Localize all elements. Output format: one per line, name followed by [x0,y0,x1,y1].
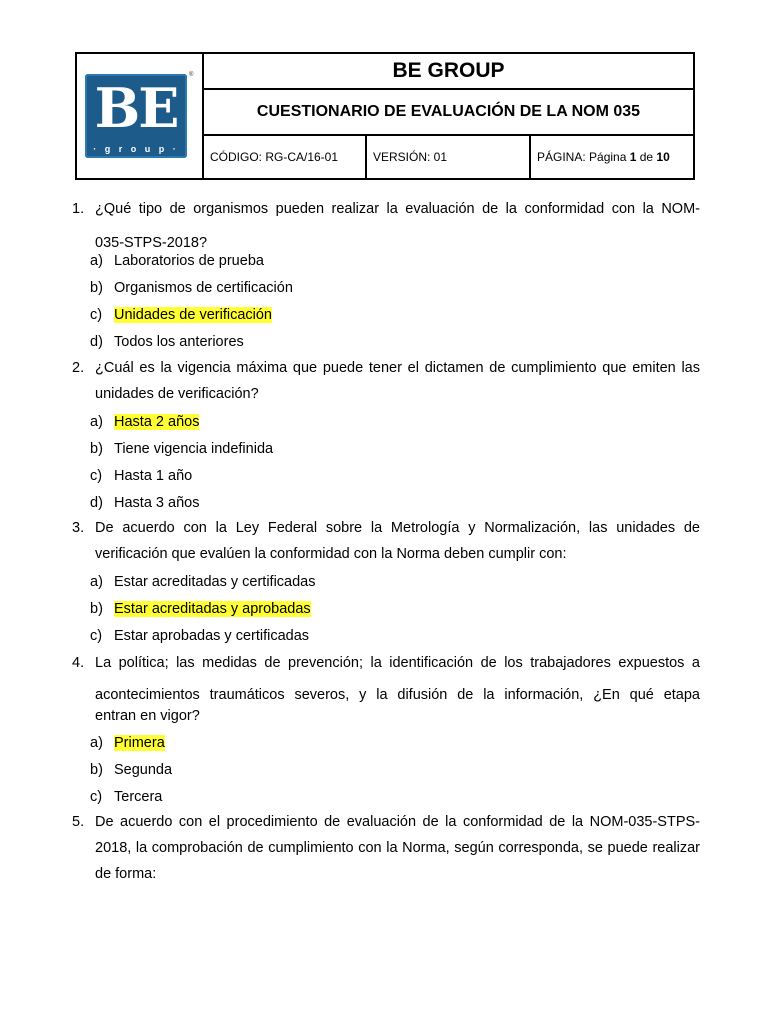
page-current: 1 [629,150,637,164]
question-3-option-c [90,626,309,646]
question-1-option-a [90,251,264,271]
question-4-option-a [90,733,165,753]
option-text: Segunda [114,762,173,778]
option-letter: a) [90,253,103,269]
question-2-option-b [90,439,273,459]
option-letter: a) [90,414,103,430]
question-number: 1. [72,201,85,217]
document-version: VERSIÓN: 01 [367,136,531,178]
question-4-option-b [90,760,172,780]
question-3-option-b [90,599,311,619]
question-1-option-d [90,332,244,352]
registered-mark: ® [189,72,194,78]
option-text-highlighted: Hasta 2 años [114,414,200,430]
option-text: Hasta 1 año [114,468,193,484]
company-name: BE GROUP [204,54,693,90]
option-text: Hasta 3 años [114,495,200,511]
page-total: 10 [656,150,670,164]
question-2-option-a [90,412,199,432]
option-letter: b) [90,441,103,457]
logo-cell [77,54,204,178]
company-logo [85,74,187,158]
question-number: 3. [72,520,85,536]
option-letter: c) [90,468,103,484]
question-3-option-a [90,572,315,592]
option-text: Estar aprobadas y certificadas [114,628,310,644]
question-number: 5. [72,814,85,830]
question-3 [72,515,700,567]
option-letter: a) [90,574,103,590]
question-text-line: ¿Qué tipo de organismos pueden realizar la evaluación de la conformidad con la NOM- [95,201,700,217]
question-text-line: acontecimientos traumáticos severos, y la difusión de la información, ¿En qué etapa [95,687,700,703]
question-4 [72,650,700,676]
option-letter: c) [90,789,103,805]
option-text: Tiene vigencia indefinida [114,441,274,457]
question-5 [72,809,700,887]
page-prefix: PÁGINA: Página [537,150,630,164]
question-2 [72,355,700,407]
question-text: De acuerdo con la Ley Federal sobre la Metrología y Normalización, las unidades de verificación que evalúen la conformidad con la Norma deben cumplir con: [95,520,700,562]
option-text: Organismos de certificación [114,280,293,296]
option-text-highlighted: Primera [114,735,165,751]
question-2-option-d [90,493,199,513]
option-letter: b) [90,601,103,617]
option-letter: d) [90,334,103,350]
option-text: Estar acreditadas y certificadas [114,574,316,590]
page-indicator [531,136,693,178]
logo-mark: BE [94,76,178,140]
question-4-option-c [90,787,162,807]
question-1 [72,196,700,222]
question-2-option-c [90,466,192,486]
option-text: Tercera [114,789,163,805]
option-text-highlighted: Estar acreditadas y aprobadas [114,601,311,617]
option-letter: c) [90,628,103,644]
document-code: CÓDIGO: RG-CA/16-01 [204,136,367,178]
document-title: CUESTIONARIO DE EVALUACIÓN DE LA NOM 035 [204,90,693,136]
question-text-line: 035-STPS-2018? [95,235,208,251]
question-number: 4. [72,655,85,671]
document-header-table [75,52,695,180]
option-letter: d) [90,495,103,511]
document-meta-row [204,136,693,178]
option-text: Todos los anteriores [114,334,244,350]
page-of: de [636,150,657,164]
option-text-highlighted: Unidades de verificación [114,307,272,323]
question-4-continued-2 [72,703,700,729]
option-letter: c) [90,307,103,323]
question-text: De acuerdo con el procedimiento de evaluación de la conformidad de la NOM-035-STPS-2018, la comprobación de cumplimiento con la Norma, según corresponda, se puede realizar de forma: [95,814,700,882]
question-1-option-c [90,305,272,325]
question-text-line: entran en vigor? [95,708,200,724]
question-number: 2. [72,360,85,376]
option-letter: a) [90,735,103,751]
question-text: ¿Cuál es la vigencia máxima que puede tener el dictamen de cumplimiento que emiten las unidades de verificación? [95,360,700,402]
question-1-option-b [90,278,293,298]
option-letter: b) [90,280,103,296]
option-text: Laboratorios de prueba [114,253,264,269]
logo-subtext: · g r o u p · [93,144,179,154]
option-letter: b) [90,762,103,778]
question-text-line: La política; las medidas de prevención; la identificación de los trabajadores expuestos a [95,655,700,671]
